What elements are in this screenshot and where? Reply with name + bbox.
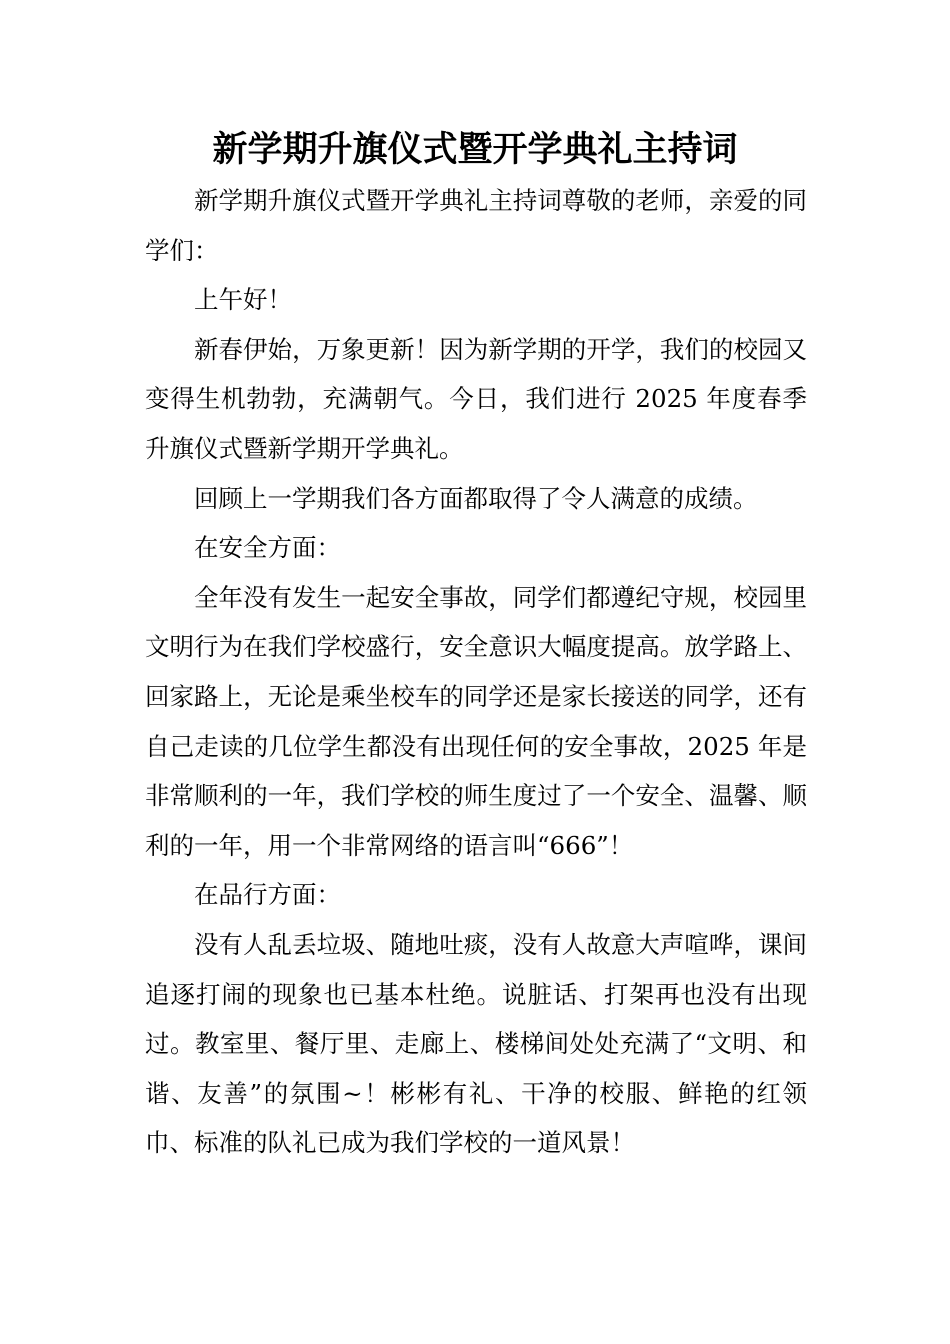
paragraph-conduct-heading: 在品行方面： <box>194 880 341 910</box>
paragraph-safety-heading: 在安全方面： <box>194 533 341 563</box>
paragraph-review: 回顾上一学期我们各方面都取得了令人满意的成绩。 <box>194 483 758 513</box>
document-body <box>145 176 807 1168</box>
paragraph-good-morning: 上午好！ <box>194 285 292 315</box>
paragraph-greeting: 新学期升旗仪式暨开学典礼主持词尊敬的老师，亲爱的同学们： <box>145 186 807 265</box>
paragraph-safety-body: 全年没有发生一起安全事故，同学们都遵纪守规，校园里文明行为在我们学校盛行，安全意识大幅度提高。放学路上、回家路上，无论是乘坐校车的同学还是家长接送的同学，还有自己走读的几位学生都没有出现任何的安全事故，2025 年是非常顺利的一年，我们学校的师生度过了一个安全、温馨、顺利的一年，用一个非常网络的语言叫“666”！ <box>145 582 807 860</box>
document-title: 新学期升旗仪式暨开学典礼主持词 <box>212 129 738 170</box>
paragraph-opening: 新春伊始，万象更新！因为新学期的开学，我们的校园又变得生机勃勃，充满朝气。今日，我们进行 2025 年度春季升旗仪式暨新学期开学典礼。 <box>145 334 807 463</box>
paragraph-conduct-body: 没有人乱丢垃圾、随地吐痰，没有人故意大声喧哗，课间追逐打闹的现象也已基本杜绝。说脏话、打架再也没有出现过。教室里、餐厅里、走廊上、楼梯间处处充满了“文明、和谐、友善”的氛围~！彬彬有礼、干净的校服、鲜艳的红领巾、标准的队礼已成为我们学校的一道风景！ <box>145 929 807 1158</box>
